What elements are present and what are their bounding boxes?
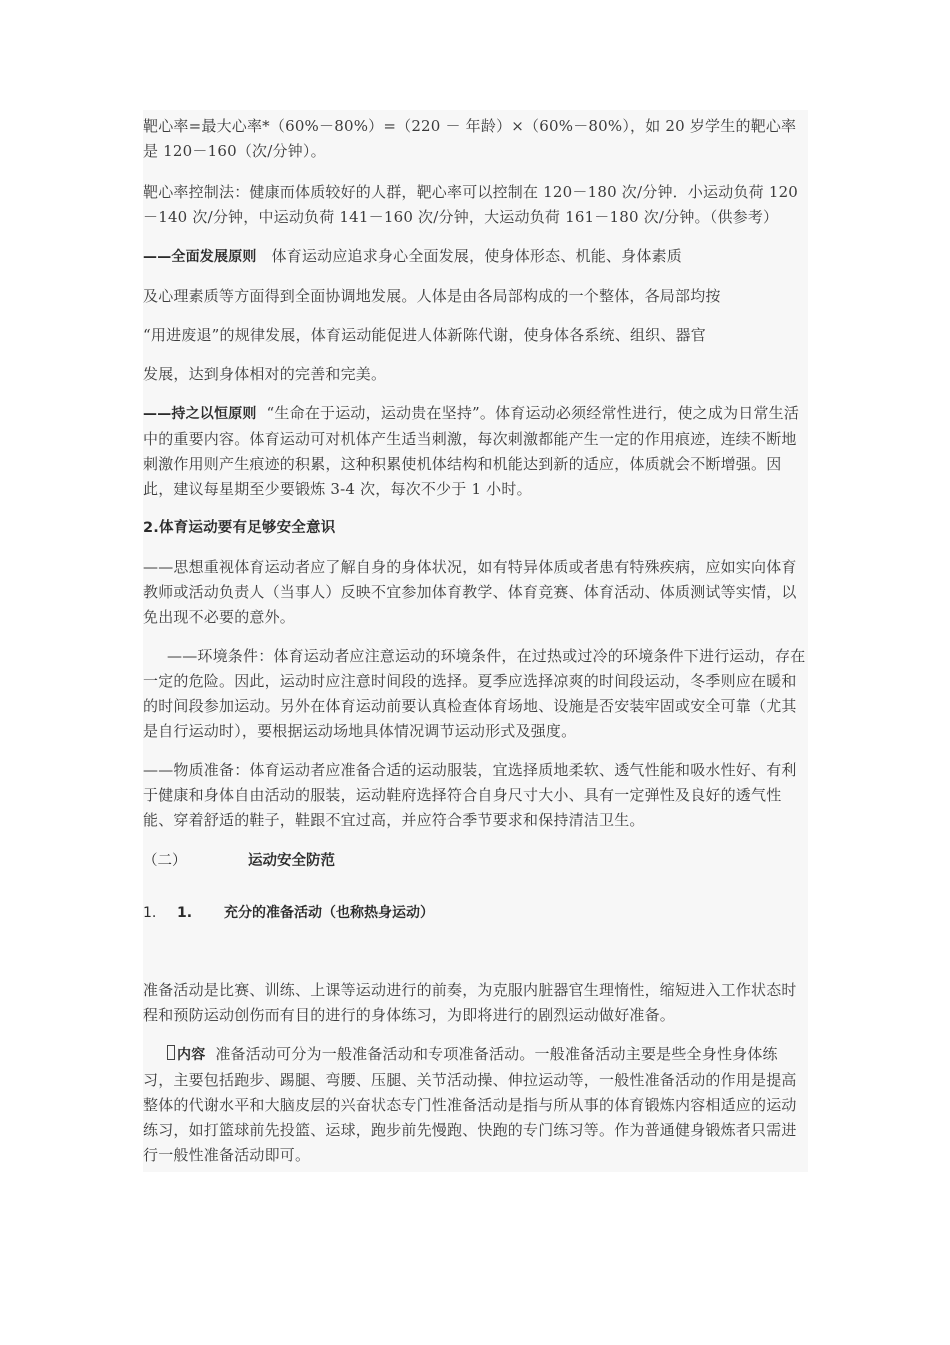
warmup-content-paragraph [143,1042,808,1168]
section-title: 运动安全防范 [248,853,335,869]
bullet-box-icon [167,1045,175,1060]
section-heading-safety-awareness: 2.体育运动要有足够安全意识 [143,520,336,536]
safety-thought-paragraph: ——思想重视体育运动者应了解自身的身体状况，如有特异体质或者患有特殊疾病，应如实向体育教师或活动负责人（当事人）反映不宜参加体育教学、体育竞赛、体育活动、体质测试等实情，以免出现不必要的意外。 [143,558,797,626]
list-number-inner: 1. [177,905,193,921]
safety-environment-paragraph: ——环境条件：体育运动者应注意运动的环境条件，在过热或过冷的环境条件下进行运动，存在一定的危险。因此，运动时应注意时间段的选择。夏季应选择凉爽的时间段运动，冬季则应在暖和的时间段参加运动。另外在体育运动前要认真检查体育场地、设施是否安装牢固或安全可靠（尤其是自行运动时），要根据运动场地具体情况调节运动形式及强度。 [143,647,806,740]
principle-comprehensive-line3: “用进废退”的规律发展，体育运动能促进人体新陈代谢，使身体各系统、组织、器官 [143,326,706,344]
principle-comprehensive-text: 体育运动应追求身心全面发展，使身体形态、机能、身体素质 [271,247,682,265]
principle-persistence-text: “生命在于运动，运动贵在坚持”。体育运动必须经常性进行，使之成为日常生活中的重要内容。体育运动可对机体产生适当刺激，每次刺激都能产生一定的作用痕迹，连续不断地刺激作用则产生痕迹的积累，这种积累使机体结构和机能达到新的适应，体质就会不断增强。因此，建议每星期至少要锻炼 3-4 次，每次不少于 1 小时。 [143,404,800,498]
principle-comprehensive-line1 [143,244,808,270]
safety-material-paragraph: ——物质准备：体育运动者应准备合适的运动服装，宜选择质地柔软、透气性能和吸水性好、有利于健康和身体自由活动的服装，运动鞋府选择符合自身尺寸大小、具有一定弹性及良好的透气性能、穿着舒适的鞋子，鞋跟不宜过高，并应符合季节要求和保持清洁卫生。 [143,761,797,829]
list-title: 充分的准备活动（也称热身运动） [224,905,434,921]
target-heart-rate-formula: 靶心率=最大心率*（60%－80%）=（220 － 年龄）×（60%－80%），如 20 岁学生的靶心率是 120－160（次/分钟）。 [143,117,797,160]
heart-rate-control-paragraph: 靶心率控制法：健康而体质较好的人群，靶心率可以控制在 120－180 次/分钟．小运动负荷 120－140 次/分钟，中运动负荷 141－160 次/分钟，大运动负荷 161－180 次/分钟。（供参考） [143,183,799,226]
principle-persistence-title: ——持之以恒原则 [143,406,257,422]
principle-persistence-paragraph [143,401,808,502]
list-heading-warmup [143,901,808,926]
principle-comprehensive-line4: 发展，达到身体相对的完善和完美。 [143,365,387,383]
warmup-content-label: 内容 [177,1047,206,1063]
document-body [143,110,808,1172]
spacer [143,926,808,978]
list-number-outer: 1. [143,905,157,921]
warmup-content-text: 准备活动可分为一般准备活动和专项准备活动。一般准备活动主要是些全身性身体练习，主要包括跑步、踢腿、弯腰、压腿、关节活动操、伸拉运动等，一般性准备活动的作用是提高整体的代谢水平和大脑皮层的兴奋状态专门性准备活动是指与所从事的体育锻炼内容相适应的运动练习，如打篮球前先投篮、运球，跑步前先慢跑、快跑的专门练习等。作为普通健身锻炼者只需进行一般性准备活动即可。 [143,1045,797,1164]
principle-comprehensive-title: ——全面发展原则 [143,249,257,265]
section-number: （二） [143,853,187,869]
principle-comprehensive-line2: 及心理素质等方面得到全面协调地发展。人体是由各局部构成的一个整体，各局部均按 [143,287,721,305]
warmup-definition-paragraph: 准备活动是比赛、训练、上课等运动进行的前奏，为克服内脏器官生理惰性，缩短进入工作状态时程和预防运动创伤而有目的进行的身体练习，为即将进行的剧烈运动做好准备。 [143,981,797,1024]
section-heading-prevention [143,849,808,874]
